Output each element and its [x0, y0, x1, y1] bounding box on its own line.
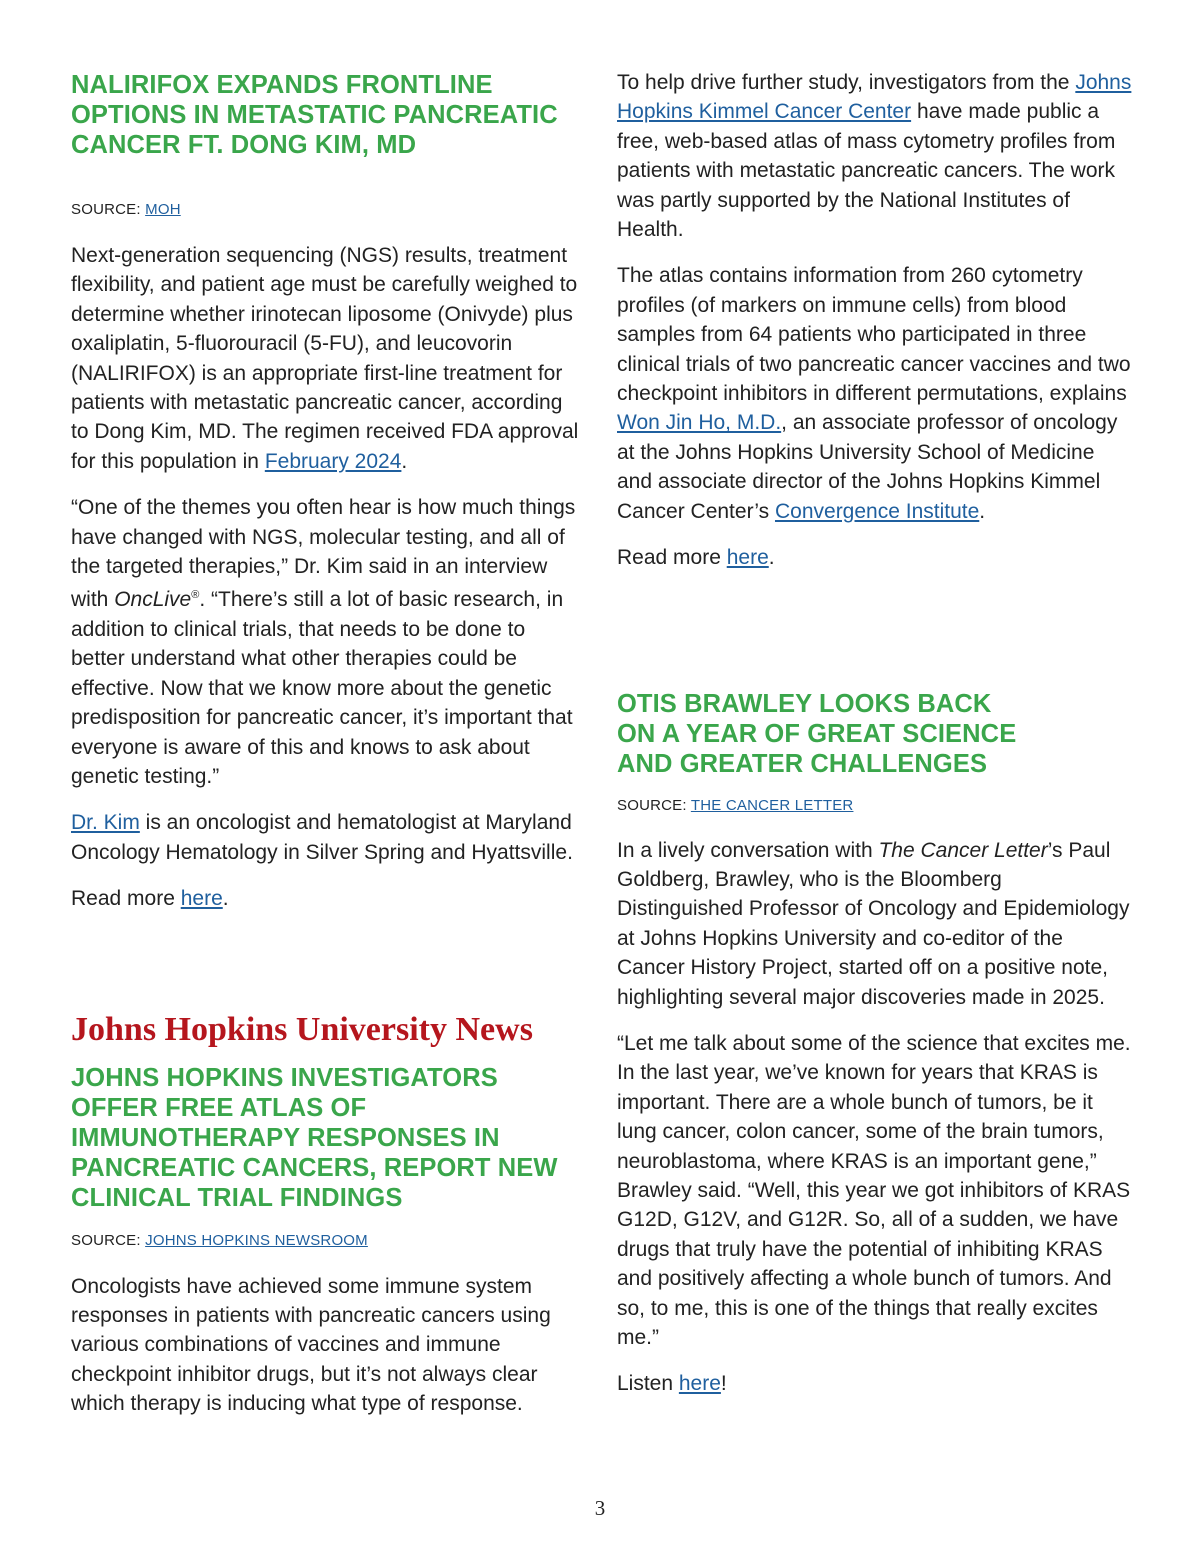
source-link-moh[interactable]: MOH	[145, 201, 181, 218]
right-column	[617, 68, 1132, 1399]
article-source	[71, 201, 583, 218]
punctuation: .	[768, 546, 775, 570]
source-label: SOURCE:	[71, 201, 141, 218]
publication-name: The Cancer Letter	[878, 838, 1048, 862]
article-headline-nalirifox: NALIRIFOX EXPANDS FRONTLINE OPTIONS IN METASTATIC PANCREATIC CANCER FT. DONG KIM, MD	[71, 71, 558, 159]
paragraph-text: The atlas contains information from 260 cytometry profiles (of markers on immune cells) from blood samples from 64 patients who participated in three clinical trials of two pancreatic cancer vaccines and two checkpoint inhibitors in different permutations, explains	[617, 264, 1131, 406]
paragraph-text: . “There’s still a lot of basic research, in addition to clinical trials, that needs to be done to better understand what other therapies could be effective. Now that we know more about the genetic predisposition for pancreatic cancer, it’s important that everyone is aware of this and knows to ask about genetic testing.”	[71, 588, 573, 788]
paragraph-text: “One of the themes you often hear is how much things have changed with NGS, molecular testing, and all of the targeted therapies,” Dr. Kim said in an interview with	[71, 496, 576, 612]
left-column	[71, 70, 583, 1419]
read-more	[617, 543, 1132, 572]
article-paragraph: Oncologists have achieved some immune system responses in patients with pancreatic cancers using various combinations of vaccines and immune checkpoint inhibitor drugs, but it’s not always clear which therapy is inducing what type of response.	[71, 1274, 551, 1416]
read-more-label: Read more	[617, 546, 727, 570]
article-headline-atlas: JOHNS HOPKINS INVESTIGATORS OFFER FREE ATLAS OF IMMUNOTHERAPY RESPONSES IN PANCREATIC CANCERS, REPORT NEW CLINICAL TRIAL FINDINGS	[71, 1063, 558, 1212]
article-source	[617, 797, 1132, 814]
listen-link[interactable]: here	[678, 1372, 721, 1396]
paragraph-text: , an associate professor of oncology at the Johns Hopkins University School of Medicine and associate director of the Johns Hopkins Kimmel Cancer Center’s	[617, 411, 1118, 523]
section-title: Johns Hopkins University News	[71, 1010, 533, 1048]
article-paragraph	[617, 836, 1132, 1012]
link-convergence-institute[interactable]: Convergence Institute	[774, 499, 980, 523]
link-kimmel-cancer-center[interactable]: Johns Hopkins Kimmel Cancer Center	[617, 71, 1132, 124]
source-link-cancer-letter[interactable]: THE CANCER LETTER	[690, 796, 854, 814]
link-won-jin-ho[interactable]: Won Jin Ho, M.D.	[617, 411, 782, 435]
paragraph-text: .	[401, 449, 408, 473]
article-paragraph	[617, 68, 1132, 244]
publication-name: OncLive	[114, 588, 192, 612]
link-february-2024[interactable]: February 2024	[264, 449, 402, 473]
punctuation: !	[720, 1372, 727, 1396]
paragraph-text: ’s Paul Goldberg, Brawley, who is the Bloomberg Distinguished Professor of Oncology and Epidemiology at Johns Hopkins University and co-editor of the Cancer History Project, started off on a positive note, highlighting several major discoveries made in 2025.	[617, 838, 1130, 1009]
link-dr-kim[interactable]: Dr. Kim	[71, 811, 140, 835]
read-more-link[interactable]: here	[726, 546, 769, 570]
read-more-link[interactable]: here	[180, 887, 223, 911]
paragraph-text: In a lively conversation with	[617, 838, 879, 862]
listen-label: Listen	[617, 1372, 679, 1396]
paragraph-text: have made public a free, web-based atlas of mass cytometry profiles from patients with metastatic pancreatic cancers. The work was partly supported by the National Institutes of Health.	[617, 100, 1116, 242]
source-label: SOURCE:	[71, 1231, 141, 1249]
source-label: SOURCE:	[617, 796, 687, 814]
punctuation: .	[222, 887, 229, 911]
paragraph-text: is an oncologist and hematologist at Maryland Oncology Hematology in Silver Spring and Hyattsville.	[71, 811, 573, 864]
listen-line	[617, 1369, 1132, 1398]
article-paragraph	[71, 241, 583, 476]
read-more-label: Read more	[71, 887, 181, 911]
article-paragraph	[617, 261, 1132, 526]
registered-mark: ®	[191, 589, 200, 602]
article-headline-brawley: OTIS BRAWLEY LOOKS BACK ON A YEAR OF GREAT SCIENCE AND GREATER CHALLENGES	[617, 689, 1017, 778]
punctuation: .	[979, 499, 986, 523]
article-quote-paragraph	[71, 493, 583, 791]
paragraph-text: Next-generation sequencing (NGS) results, treatment flexibility, and patient age must be carefully weighed to determine whether irinotecan liposome (Onivyde) plus oxaliplatin, 5-fluorouracil (5-FU), and leucovorin (NALIRIFOX) is an appropriate first-line treatment for patients with metastatic pancreatic cancer, according to Dong Kim, MD. The regimen received FDA approval for this population in	[71, 244, 579, 473]
article-source	[71, 1232, 583, 1249]
article-quote-paragraph: “Let me talk about some of the science that excites me. In the last year, we’ve known for years that KRAS is important. There are a whole bunch of tumors, be it lung cancer, colon cancer, some of the brain tumors, neuroblastoma, where KRAS is an important gene,” Brawley said. “Well, this year we got inhibitors of KRAS G12D, G12V, and G12R. So, all of a sudden, we have drugs that truly have the potential of inhibiting KRAS and positively affecting a whole bunch of tumors. And so, to me, this is one of the things that really excites me.”	[617, 1031, 1131, 1349]
article-paragraph	[71, 808, 583, 867]
read-more	[71, 884, 583, 913]
source-link-newsroom[interactable]: JOHNS HOPKINS NEWSROOM	[145, 1231, 368, 1249]
page-number: 3	[594, 1496, 606, 1520]
paragraph-text: To help drive further study, investigators from the	[617, 71, 1070, 94]
